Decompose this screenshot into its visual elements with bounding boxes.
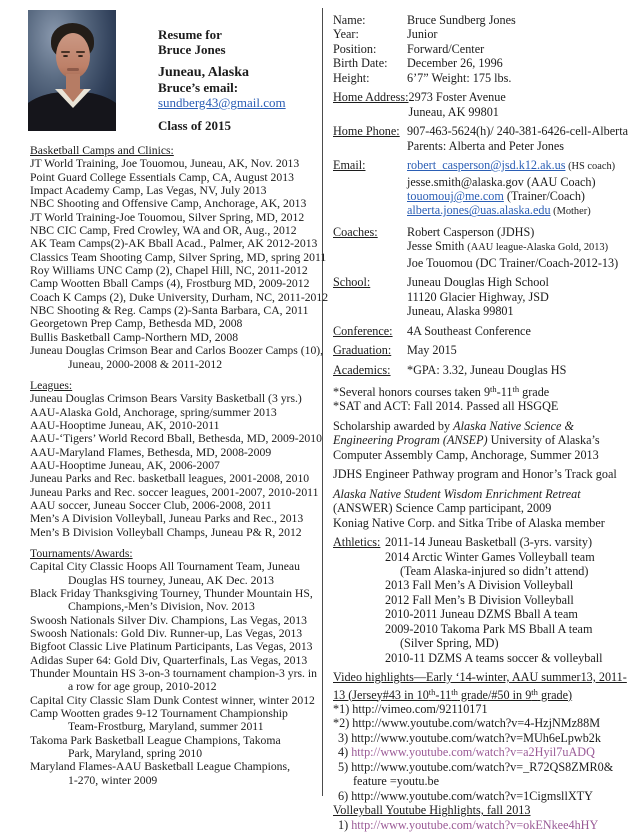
list-item [30, 406, 325, 419]
info-row [333, 363, 635, 377]
text-part: Point Guard College Essentials Camp, CA, August 2013 [30, 170, 294, 184]
list-item [30, 654, 325, 667]
text-part: JT World Training, Joe Touomou, Juneau, AK, Nov. 2013 [30, 157, 300, 171]
text-part: 2011-14 Juneau Basketball (3-yrs. varsity) [385, 535, 593, 550]
list-item [30, 171, 325, 184]
text-part: Capital City Classic Hoops All Tournament Team, Juneau [30, 560, 300, 574]
value-line [407, 175, 635, 189]
text-part: Juneau Parks and Rec. basketball leagues, 2001-2008, 2010 [30, 472, 310, 486]
field-label: Name: [333, 13, 366, 27]
list-item [30, 680, 325, 693]
link[interactable]: robert_casperson@jsd.k12.ak.us [407, 158, 566, 173]
text-part: -11 [435, 687, 452, 702]
text-part: (Mother) [550, 206, 591, 218]
text-part: AAU-‘Tigers’ World Record Bball, Bethesda, MD, 2009-2010 [30, 432, 322, 446]
text-part: feature =youtu.be [353, 774, 440, 789]
collar-inner-shape [62, 89, 84, 102]
field-values [407, 124, 635, 153]
value-line [333, 745, 635, 759]
eye-shape [63, 55, 68, 57]
section-title [30, 379, 325, 392]
text-part: th [428, 686, 436, 697]
mouth-shape [67, 68, 79, 71]
list-item [30, 211, 325, 224]
header-line-1: Resume for [158, 27, 222, 42]
value-line [333, 467, 635, 481]
value-line [385, 564, 635, 578]
text-part: Camp Wootten Bball Camps (4), Frostburg MD, 2009-2012 [30, 277, 310, 291]
text-part: AAU-Maryland Flames, Bethesda, MD, 2008-2009 [30, 445, 272, 459]
list-item [30, 600, 325, 613]
text-part: AK Team Camps(2)-AK Bball Acad., Palmer, AK 2012-2013 [30, 237, 318, 251]
field-values [407, 158, 635, 220]
link[interactable]: alberta.jones@uas.alaska.edu [407, 203, 551, 218]
text-part: *GPA: 3.32, Juneau Douglas HS [407, 362, 567, 377]
field-values [407, 27, 635, 41]
text-part: Men’s A Division Volleyball, Juneau Parks and Rec., 2013 [30, 512, 304, 526]
field-values [333, 467, 635, 481]
email-link[interactable]: sundberg43@gmail.com [158, 95, 286, 110]
list-item [30, 486, 325, 499]
text-part: Thunder Mountain HS 3-on-3 tournament champion-3 yrs. in [30, 667, 317, 681]
field-label: Year: [333, 27, 359, 42]
value-line [407, 56, 635, 70]
text-part: Tournaments/Awards: [30, 546, 133, 560]
info-row [333, 90, 635, 119]
text-part: Bruce Sundberg Jones [407, 13, 516, 27]
field-values [333, 419, 635, 462]
list-item [30, 774, 325, 787]
value-line [333, 702, 635, 716]
text-part: Juneau Douglas Crimson Bear and Carlos Boozer Camps (10), [30, 344, 324, 358]
list-item [30, 184, 325, 197]
text-part: Koniag Native Corp. and Sitka Tribe of Alaska member [333, 515, 605, 530]
text-part: th [490, 383, 497, 394]
text-part: *Several honors courses taken 9 [333, 384, 491, 399]
value-line [385, 607, 635, 621]
section [30, 547, 325, 787]
text-part: AAU-Hooptime Juneau, AK, 2010-2011 [30, 418, 220, 432]
info-row [333, 71, 635, 85]
field-label: Position: [333, 41, 377, 56]
info-row [333, 670, 635, 832]
text-part: Roy Williams UNC Camp (2), Chapel Hill, NC, 2011-2012 [30, 264, 308, 278]
text-part: Juneau Douglas Crimson Bears Varsity Basketball (3 yrs.) [30, 392, 302, 406]
text-part: May 2015 [407, 343, 457, 358]
list-item [30, 264, 325, 277]
text-part: Takoma Park Basketball League Champions, Takoma [30, 733, 281, 747]
list-item [30, 574, 325, 587]
header-class-of: Class of 2015 [158, 118, 231, 133]
list-item [30, 667, 325, 680]
value-line [407, 42, 635, 56]
value-line [407, 13, 635, 27]
list-item [30, 446, 325, 459]
field-label: Height: [333, 70, 370, 85]
field-values [407, 225, 635, 270]
list-item [30, 512, 325, 525]
text-part: 2012 Fall Men’s B Division Volleyball [385, 592, 574, 607]
value-line [385, 593, 635, 607]
value-line [333, 731, 635, 745]
section [30, 144, 329, 371]
info-row [333, 324, 635, 338]
text-part: (Team Alaska-injured so didn’t attend) [400, 563, 589, 578]
text-part: Swoosh Nationals: Gold Div. Runner-up, Las Vegas, 2013 [30, 627, 303, 641]
spacer [158, 110, 286, 118]
text-part: (HS coach) [565, 161, 616, 173]
value-line [407, 256, 635, 270]
text-part: *SAT and ACT: Fall 2014. Passed all HSGQE [333, 399, 559, 414]
text-part: grade) [537, 687, 573, 702]
value-line [385, 550, 635, 564]
text-part: Leagues: [30, 378, 73, 392]
left-column [30, 144, 329, 795]
field-values [407, 42, 635, 56]
text-part: Swoosh Nationals Silver Div. Champions, Las Vegas, 2013 [30, 613, 307, 627]
text-part: Basketball Camps and Clinics: [30, 144, 174, 157]
text-part: Black Friday Thanksgiving Tourney, Thunder Mountain HS, [30, 587, 313, 600]
text-part: AAU soccer, Juneau Soccer Club, 2006-2008, 2011 [30, 498, 272, 512]
value-line [333, 789, 635, 803]
info-row [333, 535, 635, 665]
right-column [333, 13, 635, 832]
list-item [30, 304, 325, 317]
text-part: 5) http://www.youtube.com/watch?v=_R72QS8ZMR0& [338, 759, 614, 774]
value-line [407, 71, 635, 85]
text-part: Bigfoot Classic Live Platinum Participants, Las Vegas, 2013 [30, 640, 313, 654]
field-label: Email: [333, 158, 366, 173]
text-part: Joe Touomou (DC Trainer/Coach-2012-13) [407, 255, 619, 270]
text-part: jesse.smith@alaska.gov (AAU Coach) [407, 174, 596, 189]
text-part: Juneau Douglas High School [407, 275, 549, 290]
field-values [333, 487, 635, 530]
text-part: (Silver Spring, MD) [400, 636, 499, 651]
list-item [30, 747, 325, 760]
field-label: Graduation: [333, 343, 392, 358]
field-values [407, 56, 635, 70]
value-line [333, 818, 635, 832]
value-line [407, 324, 635, 338]
text-part: 2009-2010 Takoma Park MS Bball A team [385, 621, 593, 636]
value-line [333, 760, 635, 774]
text-part: Park, Maryland, spring 2010 [68, 747, 203, 761]
eyebrow-shape [61, 51, 70, 53]
info-row [333, 467, 635, 481]
value-line [385, 651, 635, 665]
portrait-photo [28, 10, 116, 131]
field-label: Academics: [333, 362, 391, 377]
field-label: Home Phone: [333, 124, 400, 139]
link[interactable]: http://www.youtube.com/watch?v=okENkee4hHY [351, 817, 599, 832]
text-part: Volleyball Youtube Highlights, fall 2013 [333, 803, 531, 818]
text-part: 6) http://www.youtube.com/watch?v=1CigmsllXTY [338, 788, 593, 803]
list-item [30, 432, 325, 445]
text-part: th [531, 686, 538, 697]
info-row [333, 487, 635, 530]
value-line [333, 419, 635, 433]
eyebrow-shape [76, 51, 85, 53]
list-item [30, 459, 325, 472]
text-part: grade [519, 384, 550, 399]
info-row [333, 27, 635, 41]
text-part: NBC CIC Camp, Fred Crowley, WA and OR, Aug., 2012 [30, 224, 297, 238]
field-label: Coaches: [333, 224, 378, 239]
field-values [407, 71, 635, 85]
text-part: Robert Casperson (JDHS) [407, 224, 535, 239]
face-shape [56, 33, 90, 78]
text-part: *2) http://www.youtube.com/watch?v=4-HzjNMz88M [333, 716, 601, 731]
field-label: Conference: [333, 323, 393, 338]
text-part: a row for age group, 2010-2012 [68, 680, 217, 694]
value-line [333, 685, 635, 702]
neck-shape [66, 74, 80, 90]
info-row [333, 419, 635, 462]
list-item [30, 526, 325, 539]
list-item [30, 694, 325, 707]
list-item [30, 499, 325, 512]
info-row [333, 42, 635, 56]
text-part: th [512, 383, 520, 394]
text-part: Champions,-Men’s Division, Nov. 2013 [68, 600, 255, 614]
text-part: Alaska Native Student Wisdom Enrichment Retreat [333, 486, 581, 501]
section-title [30, 144, 325, 157]
field-label: Home Address: [333, 90, 409, 105]
field-values [385, 535, 635, 665]
text-part: Capital City Classic Slam Dunk Contest winner, winter 2012 [30, 693, 315, 707]
field-values [409, 90, 636, 119]
list-item [30, 419, 325, 432]
list-item [30, 707, 325, 720]
value-line [407, 239, 635, 255]
text-part: *1) http://vimeo.com/92110171 [333, 702, 488, 717]
value-line [407, 363, 635, 377]
text-part: -11 [496, 384, 513, 399]
text-part: 2010-2011 Juneau DZMS Bball A team [385, 607, 578, 622]
text-part: Bullis Basketball Camp-Northern MD, 2008 [30, 330, 239, 344]
info-row [333, 56, 635, 70]
text-part: Coach K Camps (2), Duke University, Durham, NC, 2011-2012 [30, 290, 329, 304]
text-part: AAU-Hooptime Juneau, AK, 2006-2007 [30, 458, 220, 472]
field-label: School: [333, 275, 371, 290]
text-part: December 26, 1996 [407, 56, 503, 71]
field-values [333, 670, 635, 832]
list-item [30, 760, 325, 773]
list-item [30, 560, 325, 573]
text-part: JT World Training-Joe Touomou, Silver Spring, MD, 2012 [30, 210, 305, 224]
text-part: 3) http://www.youtube.com/watch?v=MUh6eLpwb2k [338, 730, 601, 745]
text-part: University of Alaska’s [487, 433, 600, 448]
list-item [30, 640, 325, 653]
text-part: 4) [338, 745, 352, 760]
list-item [30, 157, 325, 170]
text-part: Maryland Flames-AAU Basketball League Champions, [30, 760, 290, 774]
list-item [30, 587, 325, 600]
text-part: AAU-Alaska Gold, Anchorage, spring/summer 2013 [30, 405, 277, 419]
value-line [407, 203, 635, 219]
field-label: Athletics: [333, 535, 381, 550]
text-part: Classics Team Shooting Camp, Silver Spring, MD, spring 2011 [30, 250, 327, 264]
value-line [409, 105, 636, 119]
text-part: 2010-11 DZMS A teams soccer & volleyball [385, 650, 603, 665]
value-line [407, 27, 635, 41]
list-item [30, 277, 325, 290]
value-line [409, 90, 636, 104]
text-part: Engineering Program (ANSEP) [333, 433, 488, 448]
text-part: Juneau, AK 99801 [408, 104, 499, 119]
text-part: 2973 Foster Avenue [408, 90, 506, 105]
text-part: Alaska Native Science & [453, 418, 574, 433]
field-values [407, 363, 635, 377]
section-title [30, 547, 325, 560]
text-part: 2014 Arctic Winter Games Volleyball team [385, 549, 595, 564]
list-item [30, 358, 325, 371]
value-line [407, 139, 635, 153]
value-line [407, 158, 635, 174]
text-part: Team-Frostburg, Maryland, summer 2011 [68, 720, 264, 734]
text-part: NBC Shooting & Reg. Camps (2)-Santa Barbara, CA, 2011 [30, 304, 309, 318]
text-part: (ANSWER) Science Camp participant, 2009 [333, 501, 552, 516]
value-line [333, 487, 635, 501]
text-part: 13 (Jersey#43 in 10 [333, 687, 429, 702]
info-row [333, 158, 635, 220]
text-part: grade/#50 in 9 [457, 687, 532, 702]
value-line [407, 304, 635, 318]
list-item [30, 734, 325, 747]
field-values [407, 324, 635, 338]
value-line [333, 516, 635, 530]
text-part: 11120 Glacier Highway, JSD [407, 289, 549, 304]
value-line [333, 399, 635, 413]
value-line [385, 636, 635, 650]
value-line [333, 501, 635, 515]
text-part: Parents: Alberta and Peter Jones [407, 138, 565, 153]
text-part: Jesse Smith [407, 239, 468, 254]
text-part: th [451, 686, 458, 697]
text-part: Georgetown Prep Camp, Bethesda MD, 2008 [30, 317, 243, 331]
value-line [333, 716, 635, 730]
list-item [30, 237, 325, 250]
value-line [407, 343, 635, 357]
field-label: Birth Date: [333, 56, 388, 71]
text-part: Scholarship awarded by [333, 418, 454, 433]
info-row [333, 343, 635, 357]
text-part: 2013 Fall Men’s A Division Volleyball [385, 578, 574, 593]
header-location: Juneau, Alaska [158, 65, 250, 80]
text-part: 6’7” Weight: 175 lbs. [407, 70, 512, 85]
text-part: Computer Assembly Camp, Anchorage, Summer 2013 [333, 447, 599, 462]
list-item [30, 197, 325, 210]
section [30, 379, 325, 539]
list-item [30, 251, 325, 264]
text-part: Juneau, Alaska 99801 [407, 304, 514, 319]
text-part: Video highlights—Early ‘14-winter, AAU summer13, 2011- [333, 670, 627, 685]
info-row [333, 382, 635, 414]
text-part: Douglas HS tourney, Juneau, AK Dec. 2013 [68, 573, 275, 587]
list-item [30, 317, 325, 330]
value-line [333, 803, 635, 817]
value-line [333, 448, 635, 462]
list-item [30, 224, 325, 237]
list-item [30, 614, 325, 627]
text-part: 1) [338, 817, 352, 832]
header-name: Bruce Jones [158, 42, 226, 57]
text-part: Juneau Parks and Rec. soccer leagues, 2001-2007, 2010-2011 [30, 485, 319, 499]
text-part: Impact Academy Camp, Las Vegas, NV, July 2013 [30, 184, 267, 198]
value-line [407, 275, 635, 289]
value-line [407, 225, 635, 239]
list-item [30, 344, 325, 357]
value-line [333, 774, 635, 788]
resume-header [158, 27, 286, 133]
text-part: NBC Shooting and Offensive Camp, Anchorage, AK, 2013 [30, 197, 307, 211]
value-line [333, 382, 635, 399]
link[interactable]: touomouj@me.com [407, 188, 504, 203]
text-part: Adidas Super 64: Gold Div, Quarterfinals, Las Vegas, 2013 [30, 653, 308, 667]
value-line [385, 622, 635, 636]
list-item [30, 392, 325, 405]
header-email-label: Bruce’s email: [158, 80, 239, 95]
field-values [407, 275, 635, 318]
value-line [407, 124, 635, 138]
link[interactable]: http://www.youtube.com/watch?v=a2Hyil7uADQ [351, 745, 595, 760]
value-line [407, 189, 635, 203]
spacer [158, 57, 286, 65]
info-row [333, 225, 635, 270]
text-part: Juneau, 2000-2008 & 2011-2012 [68, 357, 223, 371]
field-values [333, 382, 635, 414]
eye-shape [78, 55, 83, 57]
text-part: 907-463-5624(h)/ 240-381-6426-cell-Alberta [407, 124, 629, 139]
text-part: Men’s B Division Volleyball Champs, Juneau P& R, 2012 [30, 525, 302, 539]
info-row [333, 275, 635, 318]
value-line [333, 433, 635, 447]
list-item [30, 331, 325, 344]
text-part: 4A Southeast Conference [407, 323, 531, 338]
field-values [407, 343, 635, 357]
text-part: Camp Wootten grades 9-12 Tournament Championship [30, 707, 288, 721]
field-values [407, 13, 635, 27]
value-line [407, 290, 635, 304]
text-part: JDHS Engineer Pathway program and Honor’s Track goal [333, 467, 617, 482]
text-part: (AAU league-Alaska Gold, 2013) [467, 242, 609, 254]
text-part: Junior [407, 27, 438, 42]
list-item [30, 290, 329, 304]
list-item [30, 720, 325, 733]
value-line [385, 578, 635, 592]
info-row [333, 13, 635, 27]
info-row [333, 124, 635, 153]
text-part: 1-270, winter 2009 [68, 773, 158, 787]
value-line [385, 535, 635, 549]
text-part: (Trainer/Coach) [503, 188, 585, 203]
list-item [30, 627, 325, 640]
list-item [30, 472, 325, 485]
value-line [333, 670, 635, 684]
text-part: Forward/Center [407, 41, 485, 56]
